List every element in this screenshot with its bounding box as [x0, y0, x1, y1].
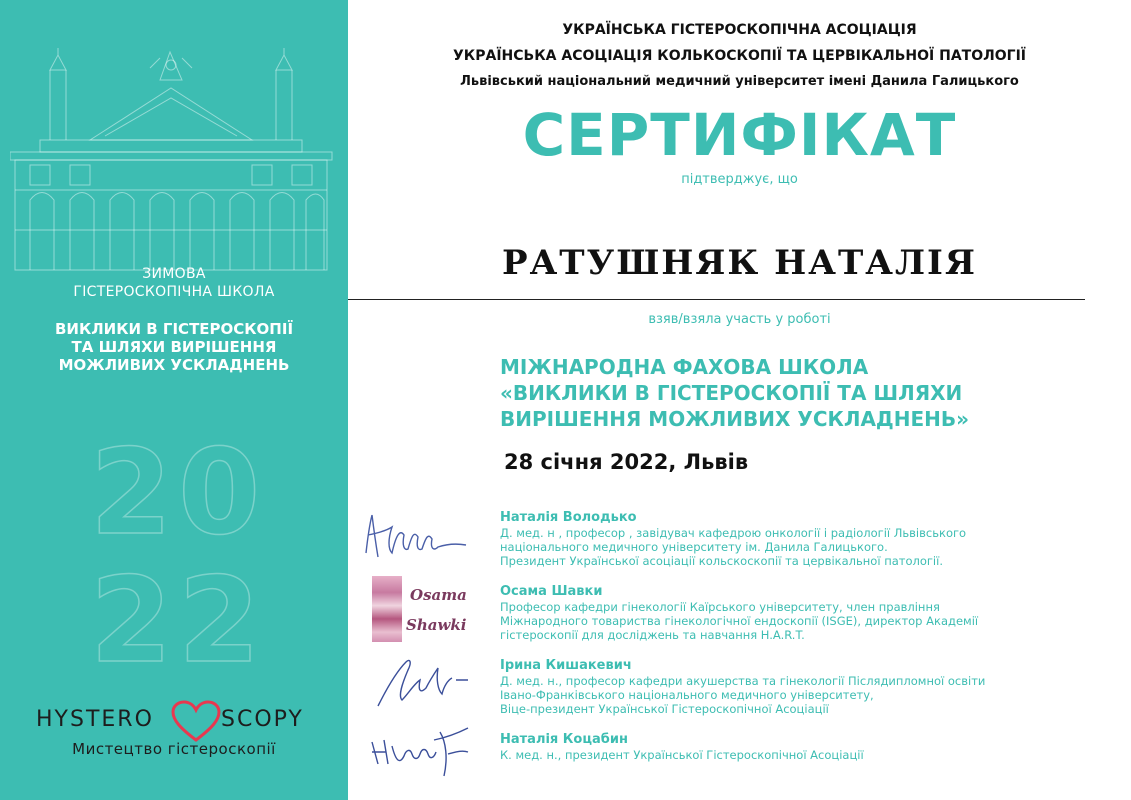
logo-tagline: Мистецтво гістероскопії — [72, 740, 276, 758]
signer-desc-line1: Д. мед. н , професор , завідувач кафедрою онкології і радіології Львівського — [500, 526, 967, 540]
signer-name: Ірина Кишакевич — [500, 658, 632, 673]
school-theme-line3: МОЖЛИВИХ УСКЛАДНЕНЬ — [58, 356, 290, 374]
logo-text-left: HYSTERO — [36, 707, 154, 732]
year-top: 20 — [90, 423, 267, 561]
confirms-text: підтверджує, що — [681, 172, 798, 187]
signer-name: Наталія Володько — [500, 510, 637, 525]
logo-text-right: SCOPY — [221, 707, 304, 732]
certificate-title: СЕРТИФІКАТ — [522, 101, 957, 169]
signer-volodko — [500, 510, 1100, 568]
heart-icon — [170, 700, 222, 744]
signer-desc-line1: Професор кафедри гінекології Каїрського університету, член правління — [500, 600, 940, 614]
signature-shawki-first: Osama — [410, 586, 467, 604]
org-hysteroscopic-association: УКРАЇНСЬКА ГІСТЕРОСКОПІЧНА АСОЦІАЦІЯ — [562, 22, 917, 38]
school-title-block — [500, 354, 1060, 432]
signer-desc-line2: Івано-Франківського національного медичного університету, — [500, 688, 874, 702]
signer-desc-line2: Міжнародного товариства гінекологічної ендоскопії (ISGE), директор Академії — [500, 614, 979, 628]
signer-desc-line1: К. мед. н., президент Української Гістероскопічної Асоціації — [500, 748, 864, 762]
school-label — [0, 265, 348, 301]
signer-kotsabyn — [500, 732, 1100, 762]
name-underline — [348, 299, 1085, 300]
org-colposcopy-association: УКРАЇНСЬКА АСОЦІАЦІЯ КОЛЬКОСКОПІЇ ТА ЦЕРВІКАЛЬНОЇ ПАТОЛОГІЇ — [453, 48, 1026, 64]
school-theme-line1: ВИКЛИКИ В ГІСТЕРОСКОПІЇ — [54, 320, 294, 338]
signature-shawki — [372, 576, 472, 642]
school-line2: «ВИКЛИКИ В ГІСТЕРОСКОПІЇ ТА ШЛЯХИ — [500, 381, 963, 405]
participated-text: взяв/взяла участь у роботі — [648, 312, 831, 327]
school-label-line2: ГІСТЕРОСКОПІЧНА ШКОЛА — [73, 284, 275, 300]
signer-shawki — [500, 584, 1100, 642]
school-theme-line2: ТА ШЛЯХИ ВИРІШЕННЯ — [71, 338, 277, 356]
signer-desc-line3: Віце-президент Української Гістероскопічної Асоціації — [500, 702, 829, 716]
signature-kotsabyn — [364, 712, 474, 784]
flower-decoration — [372, 576, 402, 642]
left-panel — [0, 0, 348, 800]
signer-name: Осама Шавки — [500, 584, 603, 599]
recipient-name: РАТУШНЯК НАТАЛІЯ — [502, 243, 977, 283]
signer-desc-line3: Президент Української асоціації кольскоскопії та цервікальної патології. — [500, 554, 943, 568]
school-line3: ВИРІШЕННЯ МОЖЛИВИХ УСКЛАДНЕНЬ» — [500, 407, 970, 431]
opera-house-illustration — [10, 40, 336, 280]
year-bottom: 22 — [90, 551, 267, 689]
signer-desc-line3: гістероскопії для досліджень та навчання H.A.R.T. — [500, 628, 805, 642]
signature-shawki-last: Shawki — [406, 616, 467, 634]
school-line1: МІЖНАРОДНА ФАХОВА ШКОЛА — [500, 355, 869, 379]
signature-volodko — [358, 505, 470, 565]
school-label-line1: ЗИМОВА — [142, 266, 206, 282]
org-lviv-university: Львівський національний медичний університет імені Данила Галицького — [460, 74, 1019, 89]
event-date: 28 січня 2022, Львів — [504, 450, 749, 474]
hysteroscopy-logo — [36, 700, 312, 740]
signer-name: Наталія Коцабин — [500, 732, 628, 747]
school-theme — [0, 320, 348, 374]
signer-desc-line2: національного медичного університету ім. Данила Галицького. — [500, 540, 888, 554]
signer-desc-line1: Д. мед. н., професор кафедри акушерства та гінекології Післядипломної освіти — [500, 674, 986, 688]
signature-kyshakevych — [372, 650, 472, 712]
signer-kyshakevych — [500, 658, 1100, 716]
